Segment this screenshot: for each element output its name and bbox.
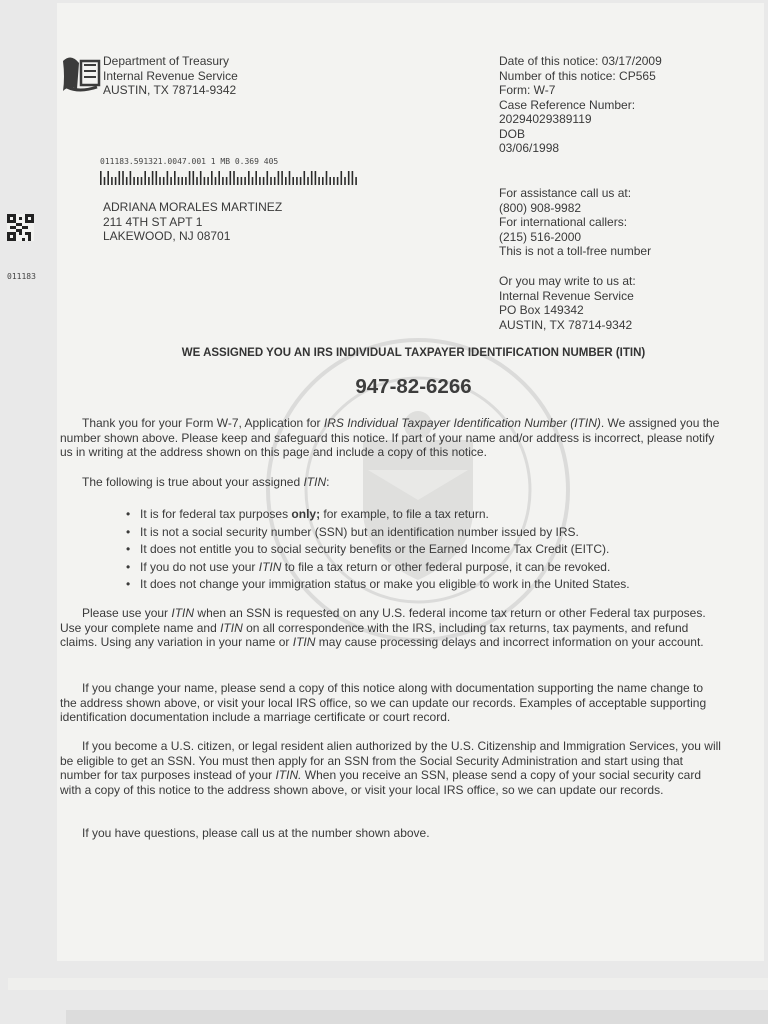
barcode-bar — [122, 171, 124, 185]
barcode-bar — [119, 171, 121, 185]
list-item: • It does not entitle you to social security benefits or the Earned Income Tax Credit (EITC). — [126, 541, 630, 559]
assist-line: For assistance call us at: — [499, 186, 632, 200]
barcode-bar — [189, 171, 191, 185]
paragraph-name-change: If you change your name, please send a copy of this notice along with documentation supporting the name change to the address shown above, or visit your local IRS office, so we can update our records. Examples of acceptable supporting identification documentation include a marriage certificate or court record. — [60, 681, 707, 725]
barcode-bar — [107, 171, 109, 185]
barcode-bar — [100, 171, 102, 185]
dob-label: DOB — [499, 126, 526, 141]
barcode-bar — [252, 177, 254, 185]
itin-number: 947-82-6266 — [355, 375, 472, 398]
barcode-bar — [300, 177, 302, 185]
case-ref-label: Case Reference Number: — [499, 97, 636, 112]
barcode-bar — [174, 171, 176, 185]
notice-form: Form: W-7 — [499, 83, 556, 97]
barcode-bar — [185, 177, 187, 185]
notice-info — [499, 54, 662, 156]
postal-barcode — [100, 171, 360, 185]
barcode-bar — [318, 177, 320, 185]
barcode-bar — [307, 177, 309, 185]
sender-line: Internal Revenue Service — [103, 68, 238, 83]
barcode-bar — [233, 171, 235, 185]
sender-line: Department of Treasury — [103, 54, 230, 68]
barcode-bar — [178, 177, 180, 185]
assistance-contact — [499, 186, 651, 259]
barcode-bar — [167, 171, 169, 185]
write-line: Or you may write to us at: — [499, 274, 636, 288]
barcode-bar — [322, 177, 324, 185]
barcode-bar — [278, 171, 280, 185]
barcode-bar — [141, 177, 143, 185]
barcode-bar — [126, 177, 128, 185]
barcode-bar — [170, 177, 172, 185]
barcode-bar — [196, 177, 198, 185]
write-line: PO Box 149342 — [499, 303, 584, 317]
barcode-bar — [207, 177, 209, 185]
recipient-city: LAKEWOOD, NJ 08701 — [103, 229, 231, 243]
barcode-bar — [148, 177, 150, 185]
barcode-bar — [296, 177, 298, 185]
barcode-bar — [274, 177, 276, 185]
barcode-bar — [204, 177, 206, 185]
irs-eagle-logo-icon — [59, 51, 103, 95]
write-line: Internal Revenue Service — [499, 288, 634, 303]
notice-headline: WE ASSIGNED YOU AN IRS INDIVIDUAL TAXPAYER IDENTIFICATION NUMBER (ITIN) — [181, 347, 646, 359]
paragraph-questions: If you have questions, please call us at the number shown above. — [82, 826, 430, 840]
barcode-bar — [285, 177, 287, 185]
barcode-bar — [341, 171, 343, 185]
mailing-address — [499, 274, 636, 332]
barcode-bar — [144, 171, 146, 185]
list-item: • It does not change your immigration status or make you eligible to work in the United States. — [126, 576, 630, 594]
barcode-bar — [326, 171, 328, 185]
recipient-street: 211 4TH ST APT 1 — [103, 214, 203, 229]
paragraph-usage: Please use your ITIN when an SSN is requested on any U.S. federal income tax return or other Federal tax purposes. Use your complete name and ITIN on all correspondence with the IRS, including tax returns, tax payments, and refund claims. Using any variation in your name or ITIN may cause processing delays and incorrect information on your account. — [60, 606, 706, 650]
barcode-bar — [352, 171, 354, 185]
barcode-bar — [348, 171, 350, 185]
recipient-address — [103, 200, 282, 244]
next-page-edge — [66, 1010, 768, 1024]
barcode-bar — [230, 171, 232, 185]
write-line: AUSTIN, TX 78714-9342 — [499, 317, 633, 332]
mail-tracking-code: 011183.591321.0047.001 1 MB 0.369 405 — [100, 157, 279, 166]
side-code: 011183 — [7, 272, 36, 281]
barcode-bar — [200, 171, 202, 185]
recipient-name: ADRIANA MORALES MARTINEZ — [103, 200, 283, 214]
barcode-bar — [152, 171, 154, 185]
assist-line: For international callers: — [499, 215, 628, 229]
barcode-bar — [163, 177, 165, 185]
barcode-bar — [130, 171, 132, 185]
sender-address — [103, 54, 238, 98]
barcode-bar — [111, 177, 113, 185]
barcode-bar — [137, 177, 139, 185]
barcode-bar — [315, 171, 317, 185]
assist-phone: (800) 908-9982 — [499, 200, 582, 215]
barcode-bar — [222, 177, 224, 185]
barcode-bar — [304, 171, 306, 185]
barcode-bar — [133, 177, 135, 185]
barcode-bar — [337, 177, 339, 185]
barcode-bar — [329, 177, 331, 185]
paragraph-intro: Thank you for your Form W-7, Application for IRS Individual Taxpayer Identification Number (ITIN). We assigned you the number shown above. Please keep and safeguard this notice. If part of your name and/or address is incorrect, please notify us in writing at the address shown on this page and include a copy of this notice. — [60, 416, 720, 460]
barcode-bar — [215, 177, 217, 185]
list-item: • It is for federal tax purposes only; for example, to file a tax return. — [126, 506, 630, 524]
barcode-bar — [344, 177, 346, 185]
sender-line: AUSTIN, TX 78714-9342 — [103, 83, 237, 97]
scan-edge — [8, 978, 768, 990]
dob-value: 03/06/1998 — [499, 141, 560, 155]
assist-line: This is not a toll-free number — [499, 244, 652, 258]
case-ref-value: 20294029389119 — [499, 112, 592, 126]
barcode-bar — [193, 171, 195, 185]
barcode-bar — [156, 171, 158, 185]
notice-number: Number of this notice: CP565 — [499, 68, 656, 83]
barcode-bar — [281, 171, 283, 185]
barcode-bar — [289, 171, 291, 185]
barcode-bar — [333, 177, 335, 185]
assist-intl-phone: (215) 516-2000 — [499, 229, 582, 244]
barcode-bar — [292, 177, 294, 185]
paragraph-citizenship: If you become a U.S. citizen, or legal resident alien authorized by the U.S. Citizenship and Immigration Services, you will be eligible to get an SSN. You must then apply for an SSN from the Social Security Administration and start using that number for tax purposes instead of your ITIN. When you receive an SSN, please send a copy of your social security card with a copy of this notice to the address shown above, or visit your local IRS office, so we can update our records. — [60, 739, 721, 797]
list-item: • If you do not use your ITIN to file a tax return or other federal purpose, it can be revoked. — [126, 559, 630, 577]
barcode-bar — [218, 171, 220, 185]
barcode-bar — [244, 177, 246, 185]
barcode-bar — [255, 171, 257, 185]
paragraph-following: The following is true about your assigned ITIN: — [82, 475, 330, 489]
list-item: • It is not a social security number (SSN) but an identification number issued by IRS. — [126, 524, 630, 542]
barcode-bar — [181, 177, 183, 185]
barcode-bar — [311, 171, 313, 185]
barcode-bar — [248, 171, 250, 185]
barcode-bar — [226, 177, 228, 185]
barcode-bar — [241, 177, 243, 185]
qr-code-icon — [7, 214, 34, 241]
itin-facts-list — [126, 506, 630, 594]
barcode-bar — [259, 177, 261, 185]
notice-date: Date of this notice: 03/17/2009 — [499, 54, 662, 68]
barcode-bar — [267, 171, 269, 185]
barcode-bar — [104, 177, 106, 185]
barcode-bar — [211, 171, 213, 185]
barcode-bar — [355, 177, 357, 185]
barcode-bar — [263, 177, 265, 185]
barcode-bar — [115, 177, 117, 185]
barcode-bar — [270, 177, 272, 185]
barcode-bar — [159, 177, 161, 185]
barcode-bar — [237, 177, 239, 185]
